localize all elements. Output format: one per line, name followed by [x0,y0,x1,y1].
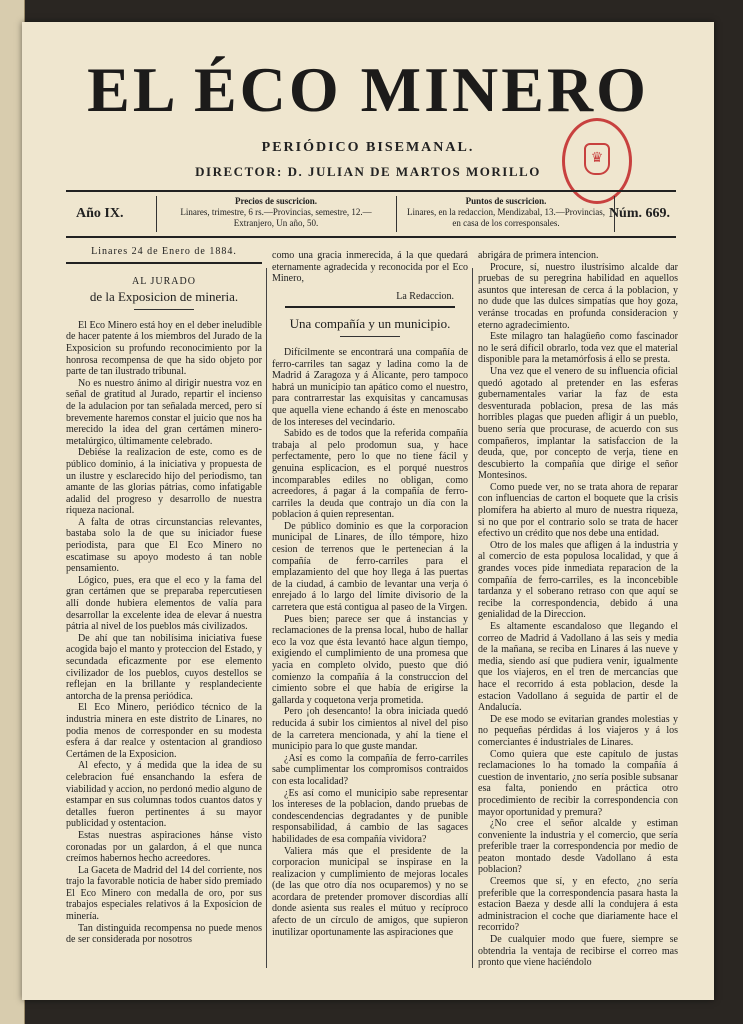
article2-paragraph: Valiera más que el presidente de la corporacion municipal se inspirase en la realizacion y cumplimiento de mejoras locales (de las que otro día nos ocuparemos) y no se acordara de pretender promover discordias allí donde asienta sus reales el mútuo y recíproco afecto de un círculo de amigos, que supieron inutilizar oportunamente las aspiraciones que [272,845,468,938]
article1-kicker: AL JURADO [132,275,196,287]
article2-paragraph: Difícilmente se encontrará una compañía de ferro-carriles tan sagaz y ladina como la de Madrid á Zaragoza y á Alicante, pero tampoco habrá un municipio tan apático como el nuestro, para contrarrestar las exquisitas y cancamusas que aquella viene echando á éste en menoscabo de los intereses del vecindario. [272,346,468,428]
article1-paragraph: Estas nuestras aspiraciones hánse visto coronadas por un galardon, á el que nunca creímos habernos hecho acreedores. [66,829,262,865]
header-rule-bottom [66,236,676,238]
subscription-prices [166,196,386,228]
header-rule-top [66,190,676,192]
article2-lead: como una gracia inmerecida, á la que quedará eternamente agradecida y reconocida por el Eco Minero, [272,250,468,285]
dateline: Linares 24 de Enero de 1884. [66,246,262,264]
subscription-points [406,196,606,228]
masthead-director: DIRECTOR: D. JULIAN DE MARTOS MORILLO [195,164,541,179]
column-rule [266,268,267,968]
article3-paragraph: Como puede ver, no se trata ahora de reparar con influencias de carton el boquete que la crisis plomífera ha abierto al muro de nuestra riqueza, si no que por el contrario solo se trata de hacer efectivo un crédito que nos debe una entidad. [478,481,678,540]
article2-headline: Una compañía y un municipio. [289,316,451,332]
article3-paragraph: abrigára de primera intencion. [478,250,599,261]
article3-paragraph: Una vez que el venero de su influencia oficial quedó agotado al pretender en las esferas gubernamentales variar la faz de esta desventurada poblacion, presa de las más horribles plagas que pueden afligir á un pueblo, bueno sería que procurase, de acuerdo con sus compañeros, implantar la satisfaccion de la deuda, que, por concepto de verja, tiene en descubierto la compañía que dirige el señor Montesinos. [478,365,678,482]
article1-paragraph: El Eco Minero está hoy en el deber ineludible de hacer patente á los miembros del Jurado de la Exposicion su profundo reconocimiento por la honrosa recompensa de que ha sido objeto por parte de tan ilustrado tribunal. [66,319,262,378]
article2-paragraph: ¿Es así como el municipio sabe representar los intereses de la poblacion, dando pruebas de condescendencias degradantes y de punible responsabilidad, á cambio de las sagaces habilidades de esa compañía vividora? [272,787,468,845]
article2-paragraph: ¿Así es como la compañía de ferro-carriles sabe cumplimentar los compromisos contraidos con esta localidad? [272,752,468,787]
article1-paragraph: A falta de otras circunstancias relevantes, bastaba solo la de que su iniciador fuese periodista, para que El Eco Minero no escatimase su apoyo modesto á tan noble pensamiento. [66,516,262,575]
article1-paragraph: Al efecto, y á medida que la idea de su celebracion fué ensanchando la esfera de viabilidad y accion, no perdonó medio alguno de estampar en sus columnas todos cuantos datos y detalles fueron pertinentes á su mayor publicidad y ostentacion. [66,760,262,830]
prices-text: Linares, trimestre, 6 rs.—Provincias, semestre, 12.—Extranjero, Un año, 50. [180,206,372,228]
article1-paragraph: De ahí que tan nobilísima iniciativa fuese acogida bajo el manto y proteccion del Estado, y secundada eficazmente por ese elemento civilizador de los pueblos, cuyos destellos se reflejan en la brillante y resplandeciente antorcha de la prensa periódica. [66,632,262,702]
info-separator [156,196,157,232]
article3-paragraph: Otro de los males que afligen á la industria y al comercio de esta populosa localidad, y que á grandes voces pide inmediata reparacion de la compañía de ferro-carriles, es la inconcebible tardanza y el soberano retraso con que aquí se recibe la correspondencia, debido á una genialidad de la Direccion. [478,539,678,621]
article1-paragraph: Debiése la realizacion de este, como es de público dominio, á la iniciativa y propuesta de un ilustre y esclarecido hijo del periodismo, tan amante de las glorias pátrias, como infatigable adalid del progreso y desarrollo de nuestra riqueza nacional. [66,447,262,517]
article3-paragraph: Como quiera que este capítulo de justas reclamaciones lo ha tomado la compañía á cuestion de inventario, ¿no sería posible subsanar esa falta, poniendo en práctica otro procedimiento de recibir la correspondencia con mayor oportunidad y premura? [478,748,678,818]
article1-headline: de la Exposicion de mineria. [89,289,239,305]
article2-paragraph: De público dominio es que la corporacion municipal de Linares, de illo témpore, hizo cesion de terrenos que le pertenecian á la compañía de ferro-carriles para el emplazamiento del que hoy llega á las puertas de la ciudad, á cambio de levantar una verja ó enrejado á lo largo del límite divisorio de la carretera que está contigua al paseo de la Virgen. [272,520,468,614]
points-text: Linares, en la redaccion, Mendizabal, 13.—Provincias, en casa de los corresponsales. [407,206,605,228]
article3-paragraph: ¿No cree el señor alcalde y estiman conveniente la industria y el comercio, que sería preferible traer la correspondencia por medio de peaton montado desde Vadollano á esta poblacion? [478,818,678,876]
info-separator [396,196,397,232]
year-label: Año IX. [76,206,124,221]
article2-paragraph: Pues bien; parece ser que á instancias y reclamaciones de la prensa local, hubo de hallar eco la voz que ésta levantó hace algun tiempo, exigiendo el cumplimiento de una promesa que yacia en completo olvido, puesto que dió comienzo la compañía á la construccion del cimiento sobre el que había de erigirse la gallarda y coquetona verja prometida. [272,613,468,706]
article1-paragraph: La Gaceta de Madrid del 14 del corriente, nos trajo la favorable noticia de haber sido premiado El Eco Minero con medalla de oro, por sus trabajos especiales relativos á la Exposicion de minería. [66,864,262,923]
article3-paragraph: Este milagro tan halagüeño como fascinador no le será difícil obrarlo, toda vez que el material disponible para la metamórfosis á ello se presta. [478,331,678,366]
article2-paragraph: Pero ¡oh desencanto! la obra iniciada quedó reducida á subir los cimientos al nivel del piso de la carretera mencionada, y ahí la tiene el municipio para lo que guste mandar. [272,706,468,753]
newspaper-page [22,22,714,1000]
crown-seal-icon: ♛ [584,143,610,175]
column-1 [66,246,262,946]
article3-paragraph: Procure, sí, nuestro ilustrísimo alcalde dar pruebas de su peregrina habilidad en aquellos asuntos que interesan de cerca á la poblacion, y no dude que las dulces simpatías que hoy goza, veránse trocadas en profunda consideracion y eterno agradecimiento. [478,261,678,331]
article3-paragraph: Es altamente escandaloso que llegando el correo de Madrid á Vadollano á las seis y media de la mañana, se reciba en Linares á las nueve y media, siendo así que pudiera venir, igualmente que los viajeros, en el tren de mercancías que hace el recorrido á esta poblacion, desde la estacion Vadollano á seguida de partir el de Andalucía. [478,621,678,714]
article-separator [134,309,194,310]
masthead-title: EL ÉCO MINERO [87,54,649,125]
info-bar [66,194,676,234]
article2-signature: La Redaccion. [396,290,454,302]
issue-number: Núm. 669. [608,206,670,221]
article1-paragraph: Tan distinguida recompensa no puede menos de ser considerada por nosotros [66,922,262,946]
article3-paragraph: De ese modo se evitarian grandes molestias y no pequeñas pérdidas á los viajeros y á los comerciantes é industriales de Linares. [478,713,678,748]
prices-title: Precios de suscricion. [234,196,318,206]
masthead-subtitle: PERIÓDICO BISEMANAL. [261,140,475,155]
column-rule [472,268,473,968]
article2-paragraph: Sabido es de todos que la referida compañía trabaja al pelo prodomun sua, y hace perfectamente, pero lo que no tiene fácil y genuina esplicacion, es el porqué nuestros incomparables ediles no obligan, como acreedores, á pagar á la compañía de ferro-carriles la deuda que contrajo un día con la poblacion á quien representan. [272,428,468,521]
points-title: Puntos de suscricion. [465,196,547,206]
article1-paragraph: Lógico, pues, era que el eco y la fama del gran certámen que se preparaba repercutiesen allí donde hubiera elementos de valía para desarrollar la excelente idea de elevar á nuestra pátria al nivel de los pueblos más civilizados. [66,574,262,633]
article3-paragraph: Creemos que sí, y en efecto, ¿no sería preferible que la correspondencia pasara hasta la estacion Baeza y desde allí la condujera á esta administracion el coche que diariamente hace el recorrido? [478,876,678,934]
article-separator [340,336,400,337]
article-separator [285,306,455,308]
article3-paragraph: De cualquier modo que fuere, siempre se obtendria la ventaja de recibirse el correo mas pronto que viene haciéndolo [478,934,678,969]
article1-paragraph: No es nuestro ánimo al dirigir nuestra voz en señal de gratitud al Jurado, repartir el incienso de la adulacion por tan señalada merced, pero sí brevemente haremos constar el juicio que nos ha merecido la idea del gran certámen minero-metalúrgico, últimamente celebrado. [66,377,262,447]
column-2 [272,250,468,938]
article1-paragraph: El Eco Minero, periódico técnico de la industria minera en este distrito de Linares, no podia menos de corresponder en su modesta esfera á dar realce y ostentacion al grandioso Certámen de la Exposicion. [66,702,262,760]
column-3 [478,250,678,969]
